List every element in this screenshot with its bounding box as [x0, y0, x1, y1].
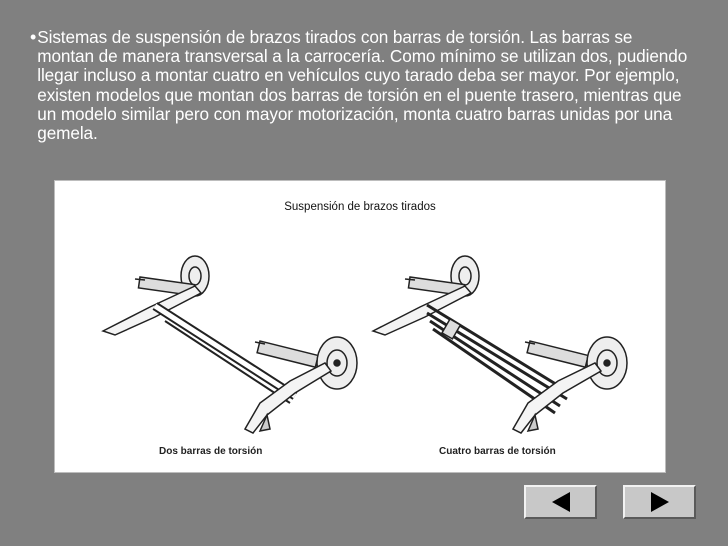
previous-slide-button[interactable]: [524, 485, 597, 519]
four-bar-suspension-drawing: [373, 256, 627, 433]
figure-caption-right: Cuatro barras de torsión: [439, 446, 556, 457]
bullet-text: Sistemas de suspensión de brazos tirados con barras de torsión. Las barras se montan de manera transversal a la carrocería. Como mínimo se utilizan dos, pudiendo llegar incluso a montar cuatro en vehículos cuyo tarado deba ser mayor. Por ejemplo, existen modelos que montan dos barras de torsión en el puente trasero, mientras que un modelo similar pero con mayor motorización, monta cuatro barras unidas por una gemela.: [37, 27, 688, 144]
bullet-item: [30, 28, 690, 143]
left-triangle-icon: [541, 490, 581, 514]
bullet-symbol: •: [30, 27, 37, 47]
figure-title: Suspensión de brazos tirados: [284, 201, 436, 213]
next-slide-button[interactable]: [623, 485, 696, 519]
two-bar-suspension-drawing: [103, 256, 357, 433]
figure-caption-left: Dos barras de torsión: [159, 446, 263, 457]
suspension-illustrations: [55, 181, 667, 474]
right-triangle-icon: [640, 490, 680, 514]
suspension-figure: [54, 180, 666, 473]
